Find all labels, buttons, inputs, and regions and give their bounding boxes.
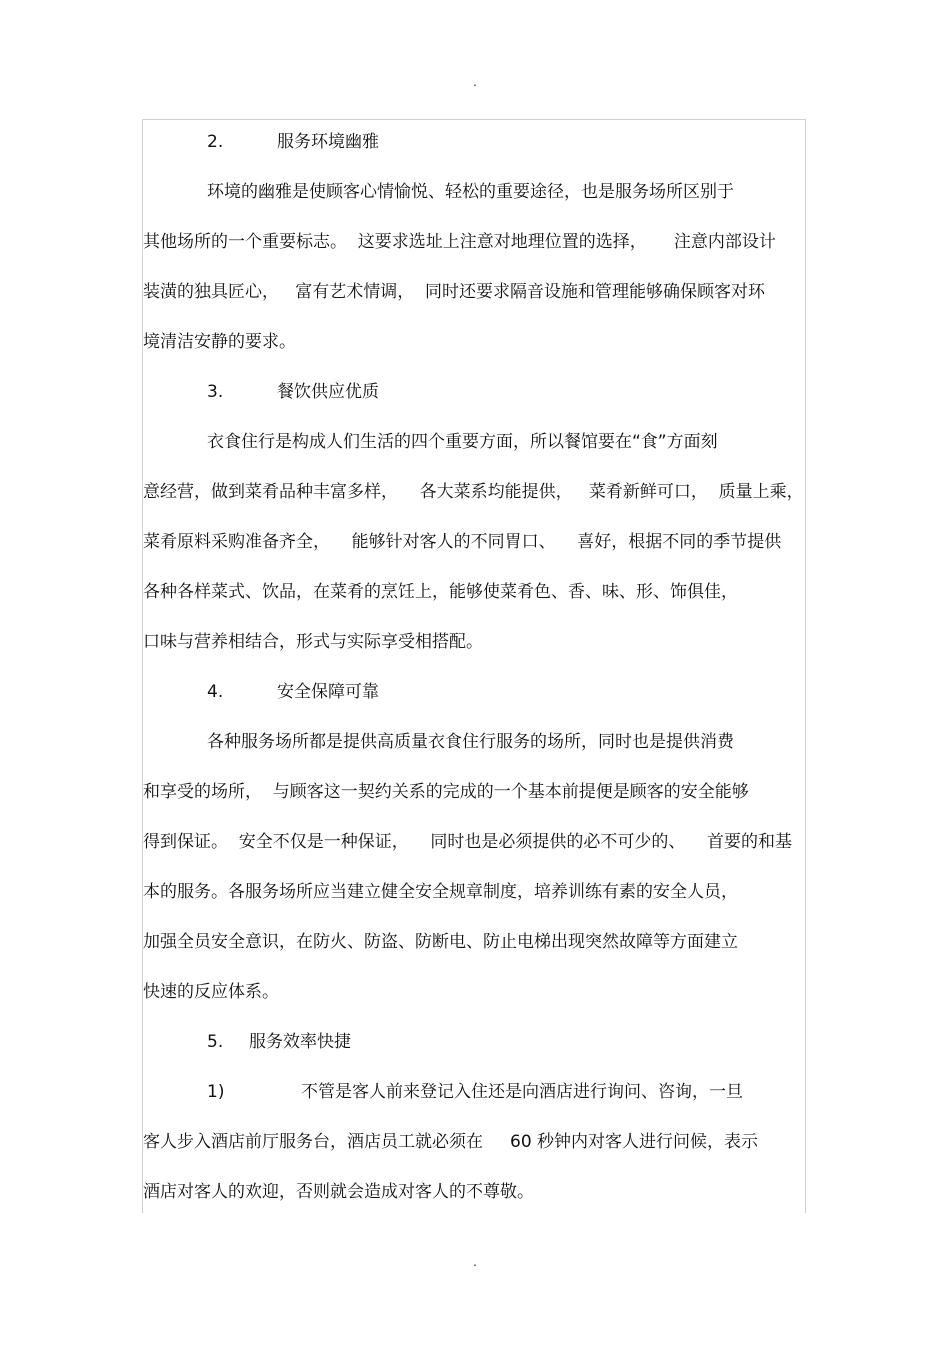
paragraph-line: 境清洁安静的要求。 <box>143 332 296 352</box>
page-mark-bottom: . <box>473 1255 477 1269</box>
paragraph-line: 各种各样菜式、饮品，在菜肴的烹饪上，能够使菜肴色、香、味、形、饰俱佳， <box>143 582 738 602</box>
paragraph-line: 装潢的独具匠心， 富有艺术情调， 同时还要求隔音设施和管理能够确保顾客对环 <box>143 282 766 302</box>
paragraph-line: 其他场所的一个重要标志。 这要求选址上注意对地理位置的选择， 注意内部设计 <box>143 232 776 252</box>
heading-text: 服务环境幽雅 <box>277 132 379 152</box>
paragraph-line: 和享受的场所， 与顾客这一契约关系的完成的一个基本前提便是顾客的安全能够 <box>143 782 749 802</box>
heading-3 <box>143 379 869 405</box>
paragraph-line: 本的服务。各服务场所应当建立健全安全规章制度，培养训练有素的安全人员， <box>143 882 738 902</box>
heading-4 <box>143 679 869 705</box>
list-item-1 <box>143 1079 869 1105</box>
heading-5 <box>143 1029 869 1055</box>
paragraph-line: 意经营，做到菜肴品种丰富多样， 各大菜系均能提供， 菜肴新鲜可口， 质量上乘， <box>143 482 804 502</box>
paragraph-line: 酒店对客人的欢迎，否则就会造成对客人的不尊敬。 <box>143 1182 534 1202</box>
list-text: 不管是客人前来登记入住还是向酒店进行询问、咨询，一旦 <box>301 1082 743 1102</box>
heading-text: 服务效率快捷 <box>249 1032 351 1052</box>
page-mark-top: . <box>473 75 477 89</box>
paragraph-line: 各种服务场所都是提供高质量衣食住行服务的场所，同时也是提供消费 <box>207 732 734 752</box>
paragraph-line: 口味与营养相结合，形式与实际享受相搭配。 <box>143 632 483 652</box>
heading-number: 4. <box>207 682 224 702</box>
paragraph-line: 环境的幽雅是使顾客心情愉悦、轻松的重要途径，也是服务场所区别于 <box>207 182 734 202</box>
paragraph-line: 加强全员安全意识，在防火、防盗、防断电、防止电梯出现突然故障等方面建立 <box>143 932 738 952</box>
paragraph-line: 衣食住行是构成人们生活的四个重要方面，所以餐馆要在“食”方面刻 <box>207 432 718 452</box>
heading-number: 3. <box>207 382 224 402</box>
heading-2 <box>143 129 869 155</box>
paragraph-line: 客人步入酒店前厅服务台，酒店员工就必须在 60 秒钟内对客人进行问候，表示 <box>143 1132 759 1152</box>
paragraph-line: 菜肴原料采购准备齐全， 能够针对客人的不同胃口、 喜好，根据不同的季节提供 <box>143 532 782 552</box>
list-number: 1) <box>207 1082 225 1102</box>
paragraph-line: 得到保证。 安全不仅是一种保证， 同时也是必须提供的必不可少的、 首要的和基 <box>143 832 793 852</box>
heading-number: 5. <box>207 1032 224 1052</box>
heading-text: 安全保障可靠 <box>277 682 379 702</box>
heading-number: 2. <box>207 132 224 152</box>
heading-text: 餐饮供应优质 <box>277 382 379 402</box>
paragraph-line: 快速的反应体系。 <box>143 982 279 1002</box>
